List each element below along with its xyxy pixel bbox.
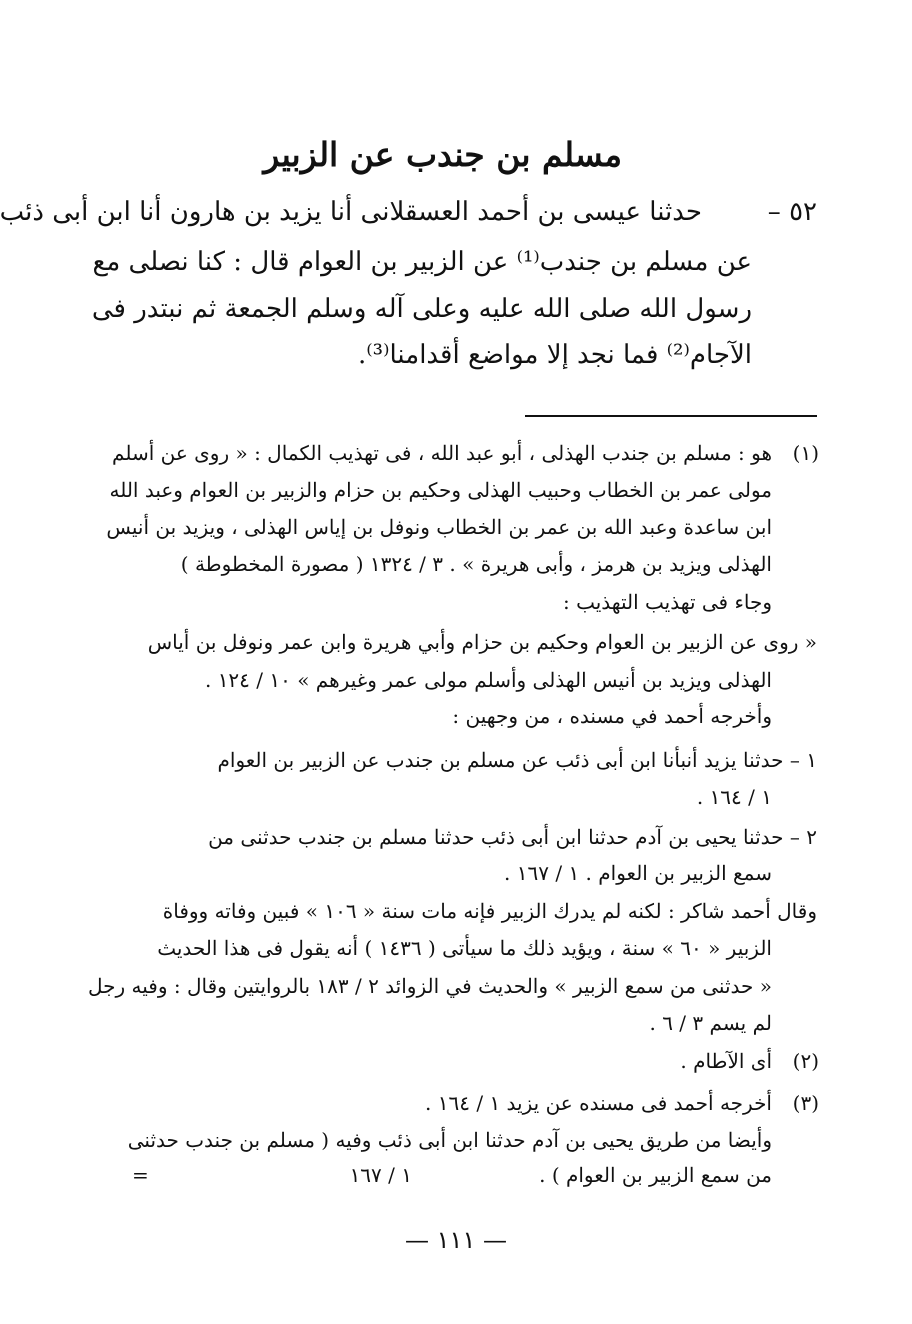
footnote-line: الهذلى ويزيد بن هرمز ، وأبى هريرة » . ٣ / ١٣٢٤ ( مصورة المخطوطة ) <box>180 552 772 576</box>
footnote-line: وجاء فى تهذيب التهذيب : <box>562 590 772 614</box>
page-title: مسلم بن جندب عن الزبير <box>263 135 622 174</box>
footnote-line: ٢ – حدثنا يحيى بن آدم حدثنا ابن أبى ذئب حدثنا مسلم بن جندب حدثنى من <box>208 825 817 849</box>
footnote-line: الزبير « ٦٠ » سنة ، ويؤيد ذلك ما سيأتى ( ١٤٣٦ ) أنه يقول فى هذا الحديث <box>157 936 772 960</box>
footnote-line: من سمع الزبير بن العوام ) . <box>539 1163 772 1187</box>
footnote-line: لم يسم ٣ / ٦ . <box>649 1011 772 1035</box>
footnote-line: « روى عن الزبير بن العوام وحكيم بن حزام وأبي هريرة وابن عمر ونوفل بن أياس <box>147 630 817 654</box>
footnote-line: وقال أحمد شاكر : لكنه لم يدرك الزبير فإنه مات سنة « ١٠٦ » فبين وفاته ووفاة <box>162 899 817 923</box>
footnote-line: ١ / ١٦٤ . <box>696 785 772 809</box>
footnote-marker: (٣) <box>792 1091 819 1115</box>
footnote-line: أخرجه أحمد فى مسنده عن يزيد ١ / ١٦٤ . <box>425 1091 772 1115</box>
hadith-number: ٥٢ – <box>767 197 817 227</box>
page-number: — ١١١ — <box>405 1226 507 1254</box>
footnote-line: ابن ساعدة وعبد الله بن عمر بن الخطاب ونوفل بن إياس الهذلى ، ويزيد بن أنيس <box>106 515 772 539</box>
footnote-line: مولى عمر بن الخطاب وحبيب الهذلى وحكيم بن حزام والزبير بن العوام وعبد الله <box>109 478 772 502</box>
footnote-line: هو : مسلم بن جندب الهذلى ، أبو عبد الله ، فى تهذيب الكمال : « روى عن أسلم <box>112 441 772 465</box>
footnote-line: وأخرجه أحمد في مسنده ، من وجهين : <box>452 704 772 728</box>
hadith-line: عن مسلم بن جندب⁽¹⁾ عن الزبير بن العوام قال : كنا نصلى مع <box>92 247 752 277</box>
hadith-line: حدثنا عيسى بن أحمد العسقلانى أنا يزيد بن هارون أنا ابن أبى ذئب <box>0 197 702 227</box>
hadith-line: الآجام⁽²⁾ فما نجد إلا مواضع أقدامنا⁽³⁾. <box>358 340 752 370</box>
footnote-marker: (١) <box>792 441 819 465</box>
footnote-separator <box>525 415 817 417</box>
hadith-line: رسول الله صلى الله عليه وعلى آله وسلم الجمعة ثم نبتدر فى <box>91 294 752 324</box>
footnote-reference: ١ / ١٦٧ <box>349 1163 412 1187</box>
continuation-mark: = <box>132 1163 149 1187</box>
footnote-line: ١ – حدثنا يزيد أنبأنا ابن أبى ذئب عن مسلم بن جندب عن الزبير بن العوام <box>217 748 817 772</box>
footnote-line: أى الآطام . <box>680 1049 772 1073</box>
footnote-marker: (٢) <box>792 1049 819 1073</box>
footnote-line: « حدثنى من سمع الزبير » والحديث في الزوائد ٢ / ١٨٣ بالروايتين وقال : وفيه رجل <box>88 974 772 998</box>
footnote-line: الهذلى ويزيد بن أنيس الهذلى وأسلم مولى عمر وغيرهم » ١٠ / ١٢٤ . <box>204 668 772 692</box>
footnote-line: وأيضا من طريق يحيى بن آدم حدثنا ابن أبى ذئب وفيه ( مسلم بن جندب حدثنى <box>127 1128 772 1152</box>
footnote-line: سمع الزبير بن العوام . ١ / ١٦٧ . <box>504 861 772 885</box>
